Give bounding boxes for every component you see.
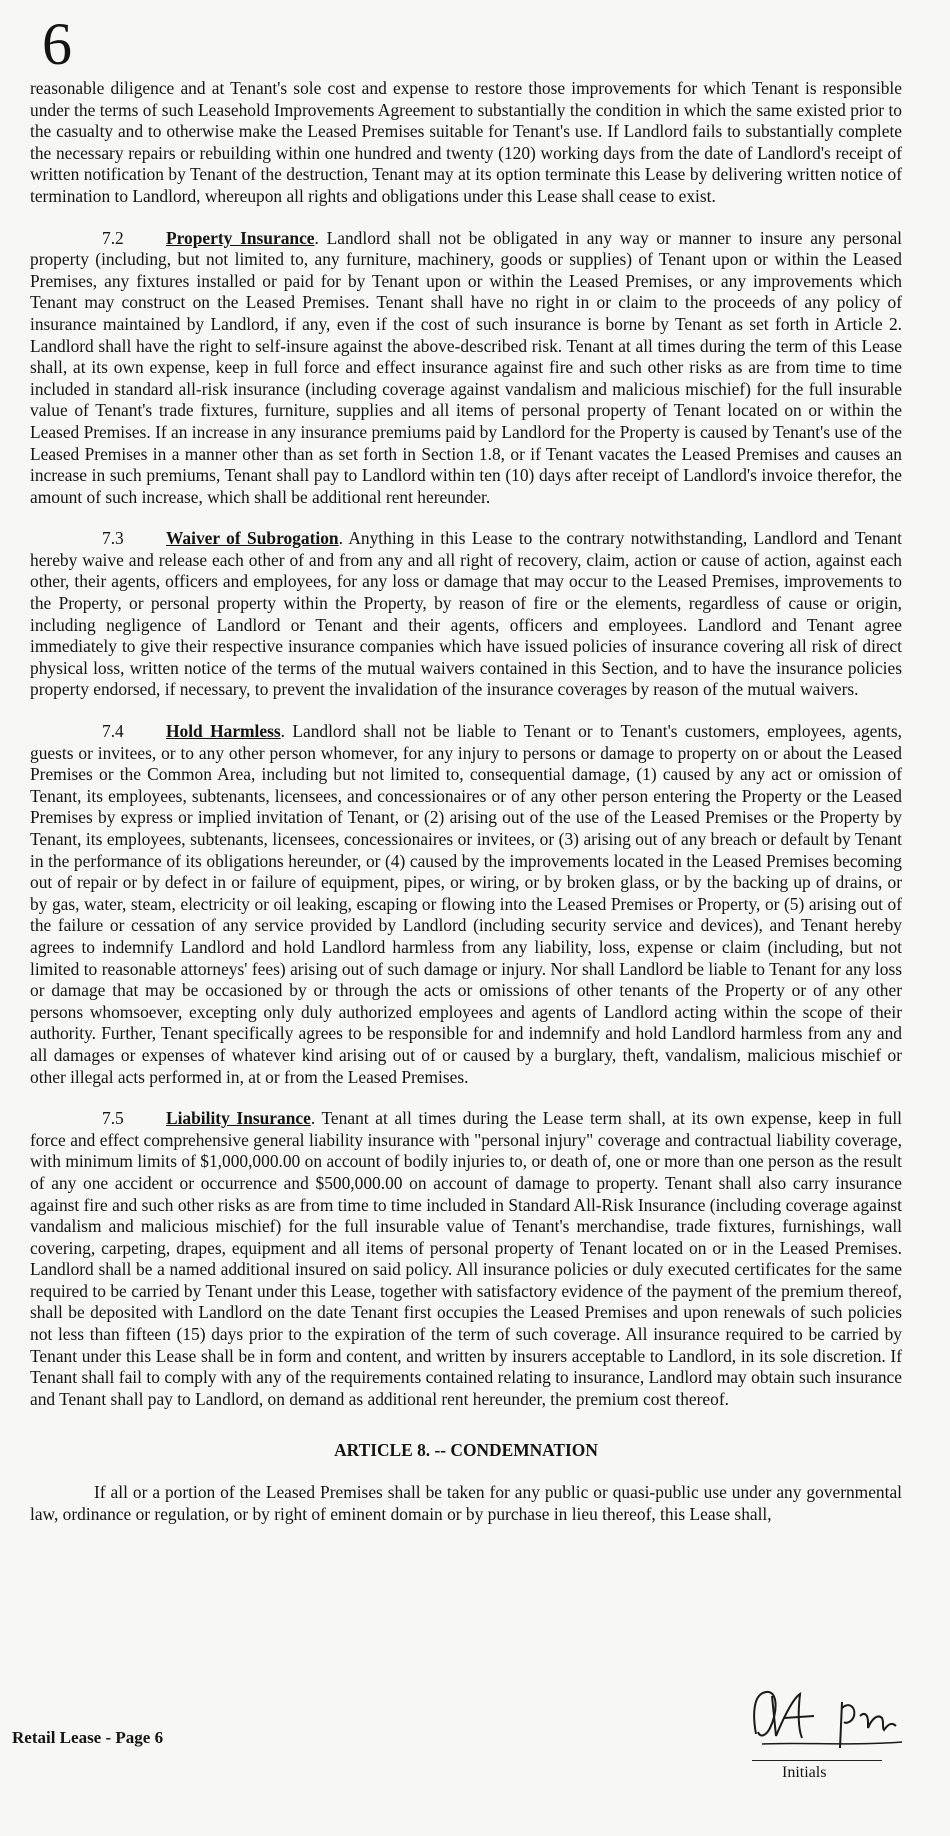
section-text: . Anything in this Lease to the contrary notwithstanding, Landlord and Tenant hereby waive and release each other of and from any and all right of recovery, claim, action or cause of action, against each other, their agents, officers and employees, for any loss or damage that may occur to the Leased Premises, improvements to the Property, or personal property within the Property, by reason of fire or the elements, regardless of cause or origin, including negligence of Landlord or Tenant and their agents, officers and employees. Landlord and Tenant agree immediately to give their respective insurance companies which have issued policies of insurance covering all risk of direct physical loss, written notice of the terms of the mutual waivers contained in this Section, and to have the insurance policies property endorsed, if necessary, to prevent the invalidation of the insurance coverages by reason of the mutual waivers. bbox=[30, 528, 902, 700]
section-text: . Landlord shall not be liable to Tenant or to Tenant's customers, employees, agents, guests or invitees, or to any other person whomever, for any injury to persons or damage to property on or about the Leased Premises or the Common Area, including but not limited to, consequential damage, (1) caused by any act or omission of Tenant, its employees, subtenants, licensees, and concessionaires or of any other person entering the Property or the Leased Premises by express or implied invitation of Tenant, or (2) arising out of the use of the Leased Premises or the Property by Tenant, its employees, subtenants, licensees, concessionaires or invitees, or (3) arising out of any breach or default by Tenant in the performance of its obligations hereunder, or (4) caused by the improvements located in the Leased Premises becoming out of repair or by defect in or failure of equipment, pipes, or wiring, or by broken glass, or by the backing up of drains, or by gas, water, steam, electricity or oil leaking, escaping or flowing into the Leased Premises or Property, or (5) arising out of the failure or cessation of any service provided by Landlord (including security service and devices), and Tenant hereby agrees to indemnify Landlord and hold Landlord harmless from any liability, loss, expense or claim (including, but not limited to reasonable attorneys' fees) arising out of such damage or injury. Nor shall Landlord be liable to Tenant for any loss or damage that may be occasioned by or through the acts or omissions of other tenants of the Property or of any other persons whomsoever, excepting only duly authorized employees and agents of Landlord acting within the scope of their authority. Further, Tenant specifically agrees to be responsible for and indemnify and hold Landlord harmless from any and all damages or expenses of whatever kind arising out of or caused by a burglary, theft, vandalism, malicious mischief or other illegal acts performed in, at or from the Leased Premises. bbox=[30, 721, 902, 1087]
section-number: 7.3 bbox=[102, 528, 124, 549]
section-7-5 bbox=[30, 1108, 902, 1410]
initials-area bbox=[742, 1672, 932, 1781]
section-heading: Property Insurance bbox=[166, 227, 315, 248]
section-7-4 bbox=[30, 721, 902, 1088]
section-number: 7.5 bbox=[102, 1108, 124, 1129]
article-8-text: If all or a portion of the Leased Premises shall be taken for any public or quasi-public use under any governmental law, ordinance or regulation, or by right of eminent domain or by purchase in lieu thereof, this Lease shall, bbox=[30, 1482, 902, 1524]
page-number: 6 bbox=[42, 11, 72, 77]
section-7-2 bbox=[30, 228, 902, 509]
lease-page-body bbox=[30, 78, 902, 1525]
initials-line bbox=[752, 1760, 882, 1761]
section-heading: Liability Insurance bbox=[166, 1108, 311, 1129]
section-text: . Tenant at all times during the Lease term shall, at its own expense, keep in full force and effect comprehensive general liability insurance with "personal injury" coverage and contractual liability coverage, with minimum limits of $1,000,000.00 on account of bodily injuries to, or death of, one or more than one person as the result of any one accident or occurrence and $500,000.00 on account of damage to property. Tenant shall also carry insurance against fire and such other risks as are from time to time included in Standard All-Risk Insurance (including coverage against vandalism and malicious mischief) for the full insurable value of Tenant's merchandise, trade fixtures, furnishings, wall covering, carpeting, drapes, equipment and all items of personal property of Tenant located on or in the Leased Premises. Landlord shall be a named additional insured on said policy. All insurance policies or duly executed certificates for the same required to be carried by Tenant under this Lease, together with satisfactory evidence of the payment of the premium thereof, shall be deposited with Landlord on the date Tenant first occupies the Leased Premises and upon renewals of such policies not less than fifteen (15) days prior to the expiration of the term of such coverage. All insurance required to be carried by Tenant under this Lease shall be in form and content, and written by insurers acceptable to Landlord, in its sole discretion. If Tenant shall fail to comply with any of the requirements contained relating to insurance, Landlord may obtain such insurance and Tenant shall pay to Landlord, on demand as additional rent hereunder, the premium cost thereof. bbox=[30, 1108, 903, 1409]
section-number: 7.4 bbox=[102, 721, 124, 742]
initials-label: Initials bbox=[782, 1764, 827, 1781]
section-7-3 bbox=[30, 528, 902, 701]
section-text: . Landlord shall not be obligated in any way or manner to insure any personal property (including, but not limited to, any furniture, machinery, goods or supplies) of Tenant upon or within the Leased Premises, any fixtures installed or paid for by Tenant upon or within the Leased Premises, or any improvements which Tenant may construct on the Leased Premises. Tenant shall have no right in or claim to the proceeds of any policy of insurance maintained by Landlord, if any, even if the cost of such insurance is borne by Tenant as set forth in Article 2. Landlord shall have the right to self-insure against the above-described risk. Tenant at all times during the term of this Lease shall, at its own expense, keep in full force and effect insurance against fire and such other risks as are from time to time included in standard all-risk insurance (including coverage against vandalism and malicious mischief) for the full insurable value of Tenant's trade fixtures, furniture, supplies and all items of personal property of Tenant located on or within the Leased Premises. If an increase in any insurance premiums paid by Landlord for the Property is caused by Tenant's use of the Leased Premises in a manner other than as set forth in Section 1.8, or if Tenant vacates the Leased Premises and causes an increase in such premiums, Tenant shall pay to Landlord within ten (10) days after receipt of Landlord's invoice therefor, the amount of such increase, which shall be additional rent hereunder. bbox=[30, 227, 903, 507]
paragraph-continuation: reasonable diligence and at Tenant's sole cost and expense to restore those improvements for which Tenant is responsible under the terms of such Leasehold Improvements Agreement to substantially the condition in which the same existed prior to the casualty and to otherwise make the Leased Premises suitable for Tenant's use. If Landlord fails to substantially complete the necessary repairs or rebuilding within one hundred and twenty (120) working days from the date of Landlord's receipt of written notification by Tenant of the destruction, Tenant may at its option terminate this Lease by delivering written notice of termination to Landlord, whereupon all rights and obligations under this Lease shall cease to exist. bbox=[30, 78, 902, 206]
section-number: 7.2 bbox=[102, 227, 124, 248]
section-heading: Hold Harmless bbox=[166, 721, 281, 742]
article-8-title: ARTICLE 8. -- CONDEMNATION bbox=[334, 1440, 598, 1461]
footer-label: Retail Lease - Page 6 bbox=[12, 1728, 164, 1747]
section-heading: Waiver of Subrogation bbox=[166, 528, 339, 549]
handwritten-initials-signature bbox=[742, 1672, 932, 1762]
